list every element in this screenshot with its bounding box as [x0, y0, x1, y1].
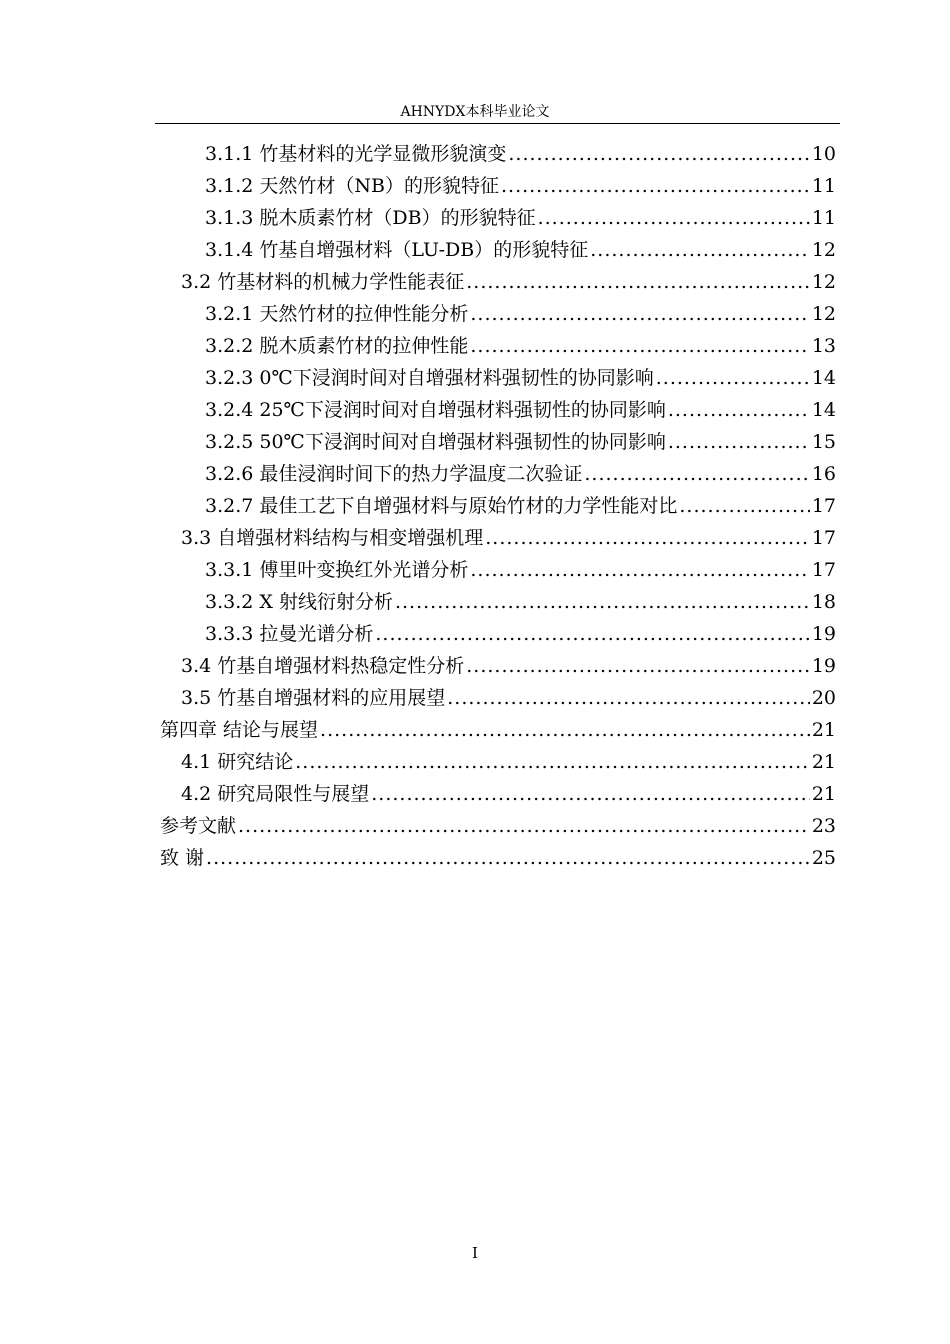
toc-entry[interactable] [0, 522, 950, 554]
toc-dot-leader [295, 746, 810, 778]
toc-dot-leader [371, 778, 810, 810]
toc-entry-page: 20 [811, 687, 836, 709]
toc-entry-page: 25 [811, 847, 836, 869]
toc-entry-title: 3.2.4 25℃下浸润时间对自增强材料强韧性的协同影响 [205, 399, 666, 421]
toc-entry-page: 16 [811, 463, 836, 485]
toc-entry-page: 21 [811, 751, 836, 773]
toc-entry-page: 19 [811, 655, 836, 677]
toc-entry[interactable] [0, 266, 950, 298]
toc-dot-leader [466, 650, 810, 682]
toc-entry-title: 3.4 竹基自增强材料热稳定性分析 [181, 655, 465, 677]
toc-entry[interactable] [0, 842, 950, 874]
toc-entry[interactable] [0, 810, 950, 842]
toc-entry-title: 第四章 结论与展望 [160, 719, 319, 741]
toc-entry-title: 3.2.7 最佳工艺下自增强材料与原始竹材的力学性能对比 [205, 495, 678, 517]
header-rule [155, 123, 840, 124]
toc-entry-page: 11 [811, 175, 836, 197]
toc-entry-page: 14 [811, 399, 836, 421]
page-header: AHNYDX本科毕业论文 [400, 104, 550, 120]
toc-dot-leader [238, 810, 810, 842]
toc-dot-leader [206, 842, 810, 874]
toc-dot-leader [447, 682, 810, 714]
toc-entry[interactable] [0, 714, 950, 746]
toc-entry-title: 3.3 自增强材料结构与相变增强机理 [181, 527, 484, 549]
toc-dot-leader [470, 554, 809, 586]
toc-dot-leader [656, 362, 810, 394]
toc-entry-title: 3.2 竹基材料的机械力学性能表征 [181, 271, 465, 293]
toc-entry[interactable] [0, 394, 950, 426]
toc-entry-page: 17 [811, 495, 836, 517]
page-number: I [472, 1244, 478, 1262]
toc-entry[interactable] [0, 426, 950, 458]
toc-entry[interactable] [0, 138, 950, 170]
toc-dot-leader [538, 202, 810, 234]
toc-dot-leader [679, 490, 809, 522]
toc-dot-leader [485, 522, 810, 554]
toc-entry[interactable] [0, 170, 950, 202]
toc-entry[interactable] [0, 554, 950, 586]
toc-dot-leader [590, 234, 810, 266]
toc-entry-page: 15 [811, 431, 836, 453]
toc-entry[interactable] [0, 778, 950, 810]
toc-dot-leader [668, 394, 810, 426]
toc-entry[interactable] [0, 298, 950, 330]
toc-entry-title: 4.1 研究结论 [181, 751, 294, 773]
toc-entry-title: 3.2.1 天然竹材的拉伸性能分析 [205, 303, 469, 325]
toc-entry-page: 19 [811, 623, 836, 645]
toc-entry-title: 3.3.1 傅里叶变换红外光谱分析 [205, 559, 469, 581]
toc-entry[interactable] [0, 586, 950, 618]
toc-entry[interactable] [0, 202, 950, 234]
toc-entry-title: 3.2.3 0℃下浸润时间对自增强材料强韧性的协同影响 [205, 367, 654, 389]
toc-entry-title: 3.2.6 最佳浸润时间下的热力学温度二次验证 [205, 463, 583, 485]
toc-entry-title: 3.3.2 X 射线衍射分析 [205, 591, 393, 613]
toc-entry-page: 21 [811, 719, 836, 741]
toc-entry-page: 13 [811, 335, 836, 357]
toc-entry-title: 3.1.3 脱木质素竹材（DB）的形貌特征 [205, 207, 536, 229]
toc-dot-leader [470, 298, 809, 330]
toc-entry-page: 12 [811, 271, 836, 293]
toc-dot-leader [584, 458, 809, 490]
toc-entry-title: 3.1.4 竹基自增强材料（LU-DB）的形貌特征 [205, 239, 589, 261]
toc-dot-leader [466, 266, 810, 298]
toc-entry-page: 12 [811, 303, 836, 325]
toc-entry[interactable] [0, 458, 950, 490]
toc-entry[interactable] [0, 618, 950, 650]
toc-dot-leader [470, 330, 809, 362]
toc-dot-leader [395, 586, 810, 618]
toc-dot-leader [508, 138, 809, 170]
toc-entry-page: 14 [811, 367, 836, 389]
toc-entry-title: 致 谢 [160, 847, 205, 869]
toc-entry-title: 3.5 竹基自增强材料的应用展望 [181, 687, 446, 709]
toc-entry[interactable] [0, 650, 950, 682]
toc-entry-page: 17 [811, 559, 836, 581]
toc-dot-leader [668, 426, 810, 458]
toc-entry[interactable] [0, 746, 950, 778]
toc-entry-page: 18 [811, 591, 836, 613]
toc-entry-page: 10 [811, 143, 836, 165]
toc-entry[interactable] [0, 682, 950, 714]
toc-entry[interactable] [0, 330, 950, 362]
toc-entry[interactable] [0, 234, 950, 266]
toc-entry-page: 17 [811, 527, 836, 549]
toc-dot-leader [501, 170, 810, 202]
toc-entry-page: 12 [811, 239, 836, 261]
toc-entry-title: 4.2 研究局限性与展望 [181, 783, 370, 805]
toc-entry-title: 3.2.5 50℃下浸润时间对自增强材料强韧性的协同影响 [205, 431, 666, 453]
toc-entry[interactable] [0, 362, 950, 394]
toc-entry[interactable] [0, 490, 950, 522]
toc-dot-leader [320, 714, 810, 746]
toc-entry-title: 参考文献 [160, 815, 237, 837]
toc-entry-page: 23 [811, 815, 836, 837]
toc-entry-title: 3.3.3 拉曼光谱分析 [205, 623, 374, 645]
toc-entry-page: 21 [811, 783, 836, 805]
toc-entry-title: 3.1.1 竹基材料的光学显微形貌演变 [205, 143, 507, 165]
toc-entry-title: 3.1.2 天然竹材（NB）的形貌特征 [205, 175, 499, 197]
toc-dot-leader [375, 618, 809, 650]
toc-entry-page: 11 [811, 207, 836, 229]
toc-entry-title: 3.2.2 脱木质素竹材的拉伸性能 [205, 335, 469, 357]
